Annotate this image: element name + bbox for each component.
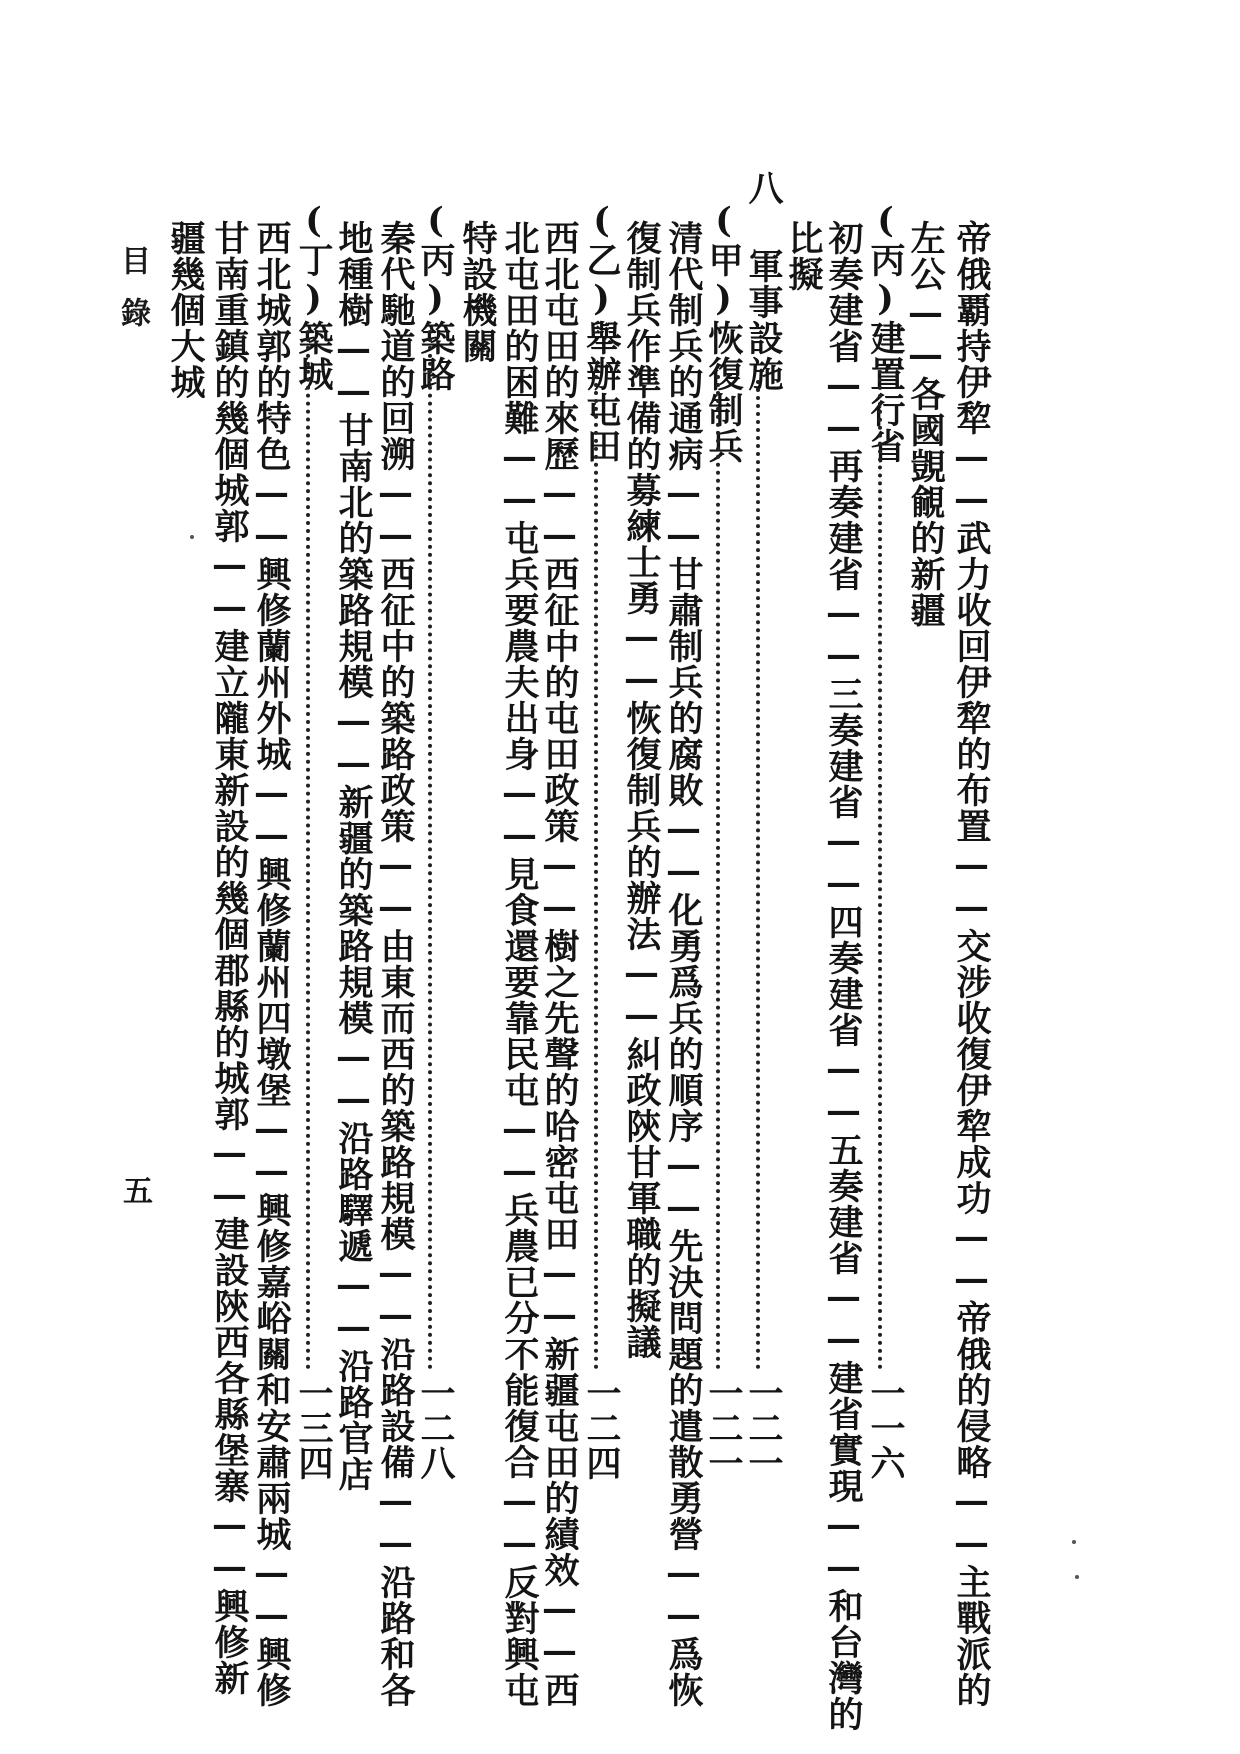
page-number-hui-fu-zhi-bing: 一二一	[703, 1375, 744, 1480]
dot-leader	[756, 380, 760, 1370]
toc-section-zhu-cheng: (丁)築城	[293, 200, 334, 392]
page-number-zhu-cheng: 一三四	[293, 1375, 334, 1480]
dot-leader	[306, 330, 310, 1370]
page-number-ju-ban-tun-tian: 一二四	[581, 1375, 622, 1480]
dot-leader	[878, 370, 882, 1370]
dot-leader	[716, 375, 720, 1370]
running-head: 目錄	[115, 245, 150, 349]
page-number-jun-shi-she-shi: 一二一	[743, 1375, 784, 1480]
toc-column-18: 西北城郭的特色——興修蘭州外城——興修蘭州四墩堡——興修嘉峪關和安肅兩城——興修	[251, 220, 292, 1708]
toc-column-2: 左公——各國覬覦的新疆	[905, 220, 946, 628]
page-number-zhu-lu: 一二八	[415, 1375, 456, 1480]
page-number-jian-zhi-xing-sheng: 一一六	[865, 1375, 906, 1480]
toc-column-8: 清代制兵的通病——甘肅制兵的腐敗——化勇爲兵的順序——先決問題的遣散勇營——爲恢	[663, 220, 704, 1708]
folio-page-number: 五	[117, 1175, 152, 1205]
toc-column-13: 特設機關	[457, 220, 498, 364]
toc-section-zhu-lu: (丙)築路	[415, 200, 456, 392]
toc-column-19: 甘南重鎮的幾個城郭——建立隴東新設的幾個郡縣的城郭——建設陝西各縣堡寨——興修新	[209, 220, 250, 1696]
toc-column-15: 秦代馳道的回溯——西征中的築路政策——由東而西的築路規模——沿路設備——沿路和各	[375, 220, 416, 1708]
toc-section-jian-zhi-xing-sheng: (丙)建置行省	[865, 200, 906, 464]
scan-speck	[1072, 1540, 1076, 1544]
scan-speck	[190, 535, 194, 539]
toc-column-11: 西北屯田的來歷——西征中的屯田政策——樹之先聲的哈密屯田——新疆屯田的績效——西	[539, 220, 580, 1708]
toc-section-hui-fu-zhi-bing: (甲)恢復制兵	[703, 200, 744, 464]
toc-column-9: 復制兵作準備的募練士勇——恢復制兵的辦法——糾政陝甘軍職的擬議	[621, 220, 662, 1360]
toc-column-1: 帝俄覇持伊犂——武力收回伊犂的布置——交涉收復伊犂成功——帝俄的侵略——主戰派的	[951, 220, 992, 1708]
toc-section-ju-ban-tun-tian: (乙)舉辦屯田	[581, 200, 622, 464]
scan-speck	[1075, 1575, 1079, 1579]
dot-leader	[594, 375, 598, 1370]
toc-column-12: 北屯田的困難——屯兵要農夫出身——見食還要靠民屯——兵農已分不能復合——反對興屯	[499, 220, 540, 1708]
toc-chapter-jun-shi-she-shi: 八 軍事設施	[743, 170, 784, 392]
toc-column-16: 地種樹——甘南北的築路規模——新疆的築路規模——沿路驛遞——沿路官店	[333, 220, 374, 1492]
toc-column-5: 比擬	[783, 220, 824, 292]
toc-column-4: 初奏建省——再奏建省——三奏建省——四奏建省——五奏建省——建省實現——和台灣的	[823, 220, 864, 1732]
toc-column-20: 疆幾個大城	[165, 220, 206, 400]
dot-leader	[428, 330, 432, 1370]
